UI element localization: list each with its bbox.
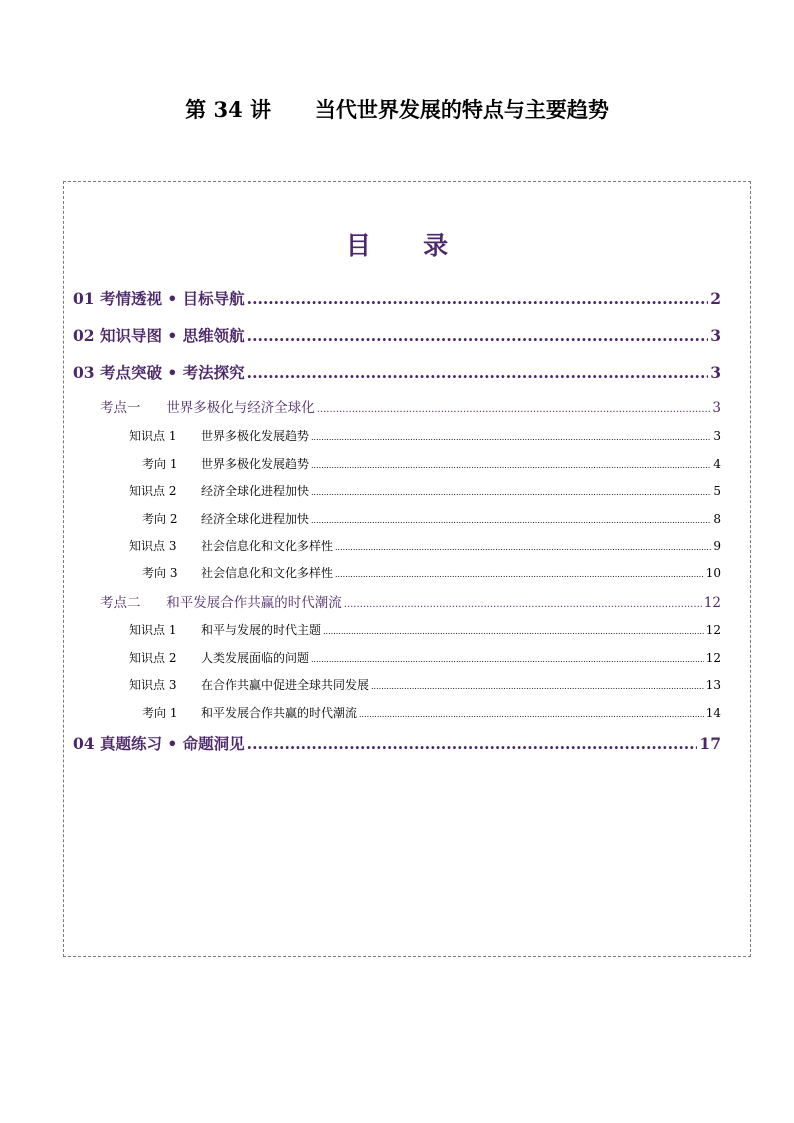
toc-entry-label: 经济全球化进程加快 [201, 512, 310, 526]
toc-entry-page: 5 [713, 484, 721, 498]
toc-entry-label: 01 考情透视 • 目标导航 [73, 289, 245, 308]
toc-entry-page: 12 [703, 595, 721, 611]
toc-entry-page: 3 [710, 363, 721, 382]
toc-entry-label: 和平与发展的时代主题 [201, 623, 322, 637]
toc-entry-knowledge-point[interactable] [129, 482, 721, 499]
toc-entry-kaodian-2[interactable] [100, 591, 721, 611]
toc-entry-tag: 考向 2 [142, 512, 178, 526]
toc-entry-label: 社会信息化和文化多样性 [201, 566, 334, 580]
toc-entry-knowledge-point[interactable] [129, 676, 721, 693]
toc-entry-label: 和平发展合作共赢的时代潮流 [201, 706, 358, 720]
toc-entry-tag: 知识点 2 [129, 651, 177, 665]
toc-entry-page: 10 [705, 566, 721, 580]
dot-leader [359, 710, 704, 719]
toc-entry-page: 2 [710, 289, 721, 308]
toc-entry-page: 8 [713, 512, 721, 526]
toc-entry-label: 03 考点突破 • 考法探究 [73, 363, 245, 382]
toc-entry-tag: 知识点 2 [129, 484, 177, 498]
toc-entry-page: 9 [713, 539, 721, 553]
toc-entry-label: 社会信息化和文化多样性 [201, 539, 334, 553]
toc-entry-tag: 考向 1 [142, 457, 178, 471]
toc-entry-tag: 知识点 3 [129, 678, 177, 692]
toc-entry-knowledge-point[interactable] [129, 621, 721, 638]
toc-entry-section-04[interactable] [73, 732, 721, 754]
dot-leader [247, 289, 709, 308]
toc-entry-label: 考点二 和平发展合作共赢的时代潮流 [100, 595, 342, 611]
dot-leader [344, 599, 702, 610]
toc-entry-tag: 考向 1 [142, 706, 178, 720]
toc-entry-tag: 考向 3 [142, 566, 178, 580]
dot-leader [311, 516, 711, 525]
toc-entry-label: 经济全球化进程加快 [201, 484, 310, 498]
toc-entry-exam-direction[interactable] [142, 704, 721, 721]
toc-entry-label: 02 知识导图 • 思维领航 [73, 326, 245, 345]
toc-entry-page: 3 [710, 326, 721, 345]
toc-entry-tag: 知识点 3 [129, 539, 177, 553]
page-title: 第 34 讲 当代世界发展的特点与主要趋势 [185, 97, 609, 122]
toc-entry-knowledge-point[interactable] [129, 427, 721, 444]
toc-entry-knowledge-point[interactable] [129, 649, 721, 666]
toc-entry-label: 04 真题练习 • 命题洞见 [73, 734, 245, 753]
dot-leader [317, 404, 711, 415]
toc-entry-page: 13 [705, 678, 721, 692]
toc-entry-label: 人类发展面临的问题 [201, 651, 310, 665]
toc-entry-page: 12 [705, 651, 721, 665]
toc-entry-page: 3 [712, 400, 721, 416]
toc-entry-page: 3 [713, 429, 721, 443]
toc-entry-page: 14 [705, 706, 721, 720]
toc-entry-section-02[interactable] [73, 324, 721, 346]
dot-leader [311, 433, 711, 442]
toc-entry-exam-direction[interactable] [142, 564, 721, 581]
toc-entry-tag: 知识点 1 [129, 623, 177, 637]
toc-entry-label: 世界多极化发展趋势 [201, 457, 310, 471]
dot-leader [335, 570, 704, 579]
dot-leader [311, 461, 711, 470]
dot-leader [335, 543, 711, 552]
dot-leader [311, 655, 704, 664]
dot-leader [311, 488, 711, 497]
toc-entry-section-03[interactable] [73, 361, 721, 383]
toc-entry-label: 世界多极化发展趋势 [201, 429, 310, 443]
toc-entry-exam-direction[interactable] [142, 510, 721, 527]
toc-heading: 目 录 [345, 231, 449, 260]
toc-entry-label: 在合作共赢中促进全球共同发展 [201, 678, 370, 692]
toc-entry-page: 17 [699, 734, 721, 753]
dot-leader [323, 627, 704, 636]
toc-entry-knowledge-point[interactable] [129, 537, 721, 554]
toc-entry-kaodian-1[interactable] [100, 396, 721, 416]
dot-leader [247, 326, 709, 345]
toc-entry-exam-direction[interactable] [142, 455, 721, 472]
toc-entry-page: 4 [713, 457, 721, 471]
dot-leader [247, 363, 709, 382]
toc-entry-page: 12 [705, 623, 721, 637]
dot-leader [247, 734, 698, 753]
dot-leader [371, 682, 704, 691]
toc-entry-section-01[interactable] [73, 287, 721, 309]
toc-entry-tag: 知识点 1 [129, 429, 177, 443]
toc-entry-label: 考点一 世界多极化与经济全球化 [100, 400, 315, 416]
